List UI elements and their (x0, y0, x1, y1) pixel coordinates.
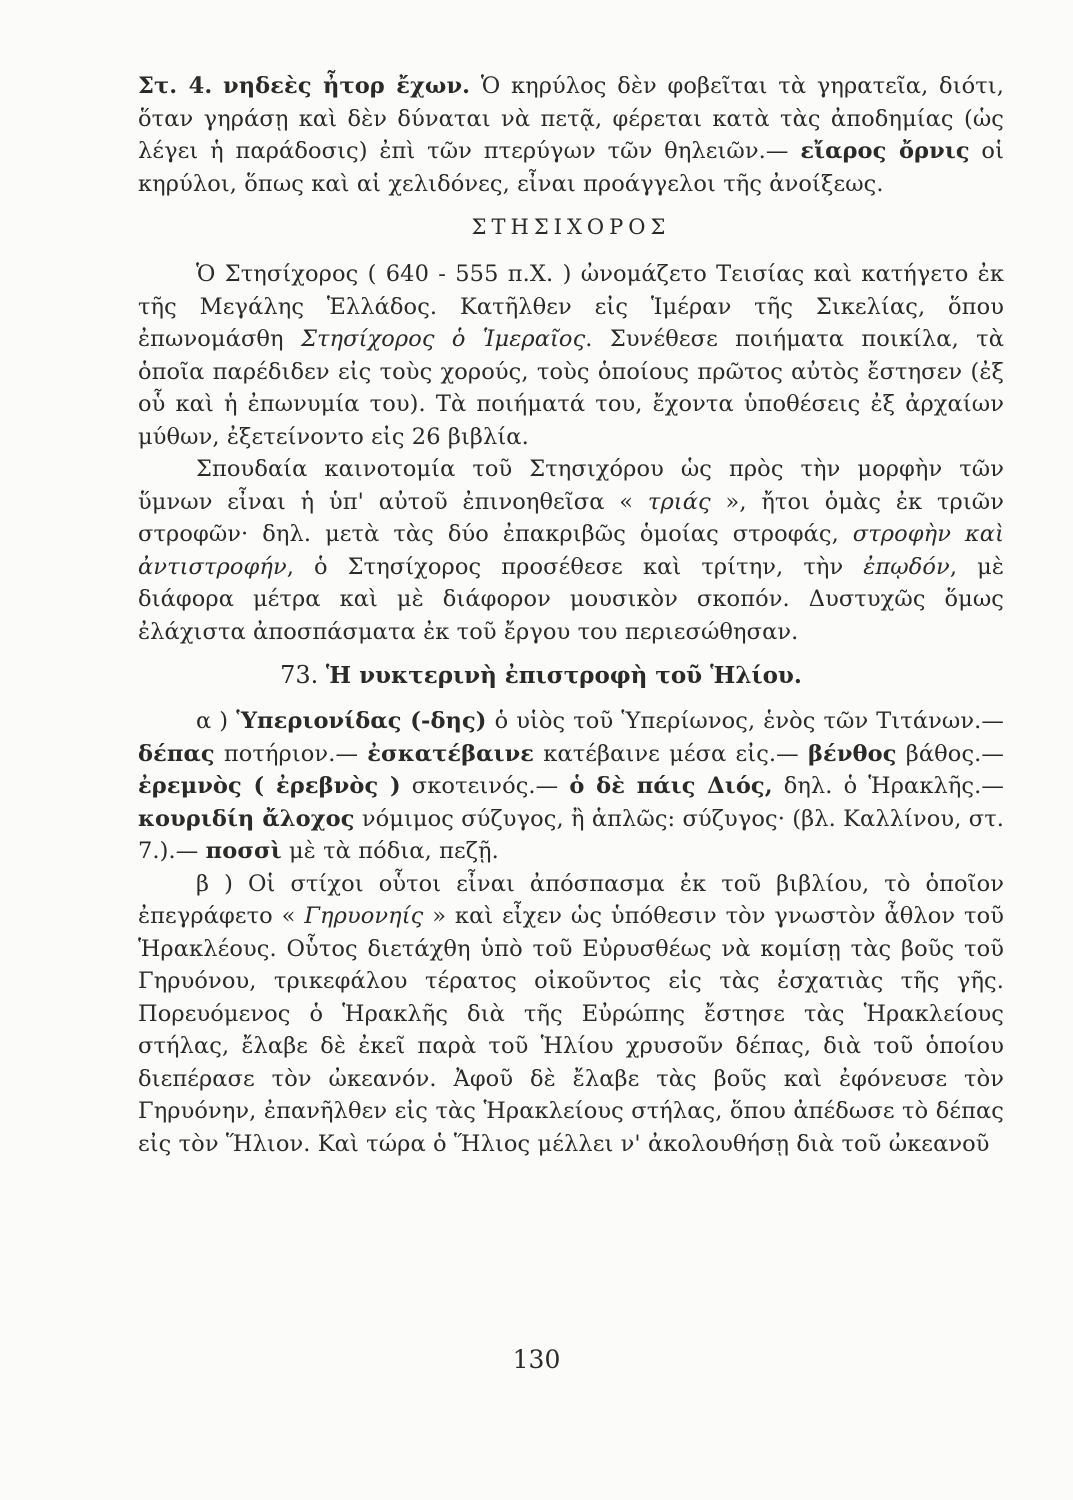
gloss: μὲ τὰ πόδια, πεζῇ. (281, 838, 499, 864)
gloss: ὁ υἱὸς τοῦ Ὑπερίωνος, ἑνὸς τῶν Τιτάνων.— (486, 708, 1004, 734)
lemma: Ὑπεριονίδας (-δης) (236, 708, 487, 734)
stesichorus-paragraph-2 (138, 453, 1004, 648)
note-a (138, 705, 1004, 868)
note-text: Ὁ κηρύλος δὲν φοβεῖται τὰ γηρατεῖα, διότι, ὅταν γηράσῃ καὶ δὲν δύναται νὰ πετᾷ, φέρεται κατὰ τὰς ἀποδημίας (ὡς λέγει ἡ παράδοσις) ἐπὶ τῶν πτερύγων τῶν θηλειῶν.— (138, 73, 1004, 164)
page-number: 130 (512, 1345, 561, 1374)
lemma: δέπας (138, 740, 215, 767)
gloss: βάθος.— (896, 740, 1005, 767)
text: Σπουδαία καινοτομία τοῦ Στησιχόρου ὡς πρὸς τὴν μορφὴν τῶν ὕμνων εἶναι ἡ ὑπ' αὐτοῦ ἐπινοηθεῖσα « (138, 456, 1004, 515)
page-body (138, 70, 1004, 1160)
gloss: δηλ. ὁ Ἡρακλῆς.— (772, 773, 1004, 799)
lemma: ὁ δὲ πάις Διός, (569, 773, 773, 799)
lemma: ποσσὶ (205, 838, 282, 864)
note-label: α ) (196, 708, 229, 734)
text: Ὁ Στησίχορος ( 640 - 555 π.Χ. ) ὠνομάζετο Τεισίας καὶ κατήγετο ἐκ τῆς Μεγάλης Ἑλλάδος. Κατῆλθεν εἰς Ἱμέραν τῆς Σικελίας, ὅπου ἐπωνομάσθη (138, 261, 1004, 352)
lemma: ἐσκατέβαινε (367, 740, 535, 767)
entry-number: 73. (280, 661, 319, 689)
entry-title: Ἡ νυκτερινὴ ἐπιστροφὴ τοῦ Ἡλίου. (325, 662, 802, 689)
text: . Συνέθεσε ποιήματα ποικίλα, τὰ ὁποῖα παρέδιδεν εἰς τοὺς χορούς, τοὺς ὁποίους πρῶτος αὐτὸς ἔστησεν (ἐξ οὗ καὶ ἡ ἐπωνυμία του). Τὰ ποιήματά του, ἔχοντα ὑποθέσεις ἐξ ἀρχαίων μύθων, ἐξετείνοντο εἰς 26 βιβλία. (138, 326, 1005, 450)
verse-ref: Στ. 4. (138, 73, 213, 99)
text: β ) Οἱ στίχοι οὗτοι εἶναι ἀπόσπασμα ἐκ τοῦ βιβλίου, τὸ ὁποῖον ἐπεγράφετο « (138, 870, 1004, 929)
lemma: ἐρεμνὸς ( ἐρεβνὸς ) (138, 773, 401, 799)
lemma: κουριδίη ἄλοχος (138, 805, 355, 832)
section-title: ΣΤΗΣΙΧΟΡΟΣ (471, 215, 671, 239)
text: , ὁ Στησίχορος προσέθεσε καὶ τρίτην, τὴν (286, 553, 864, 580)
gloss: νόμιμος σύζυγος, ἢ ἁπλῶς: σύζυγος· (βλ. Καλλίνου, στ. 7.).— (138, 805, 1004, 864)
gloss: ποτήριον.— (214, 740, 368, 767)
note-verse-4 (138, 70, 1004, 200)
gloss: κατέβαινε μέσα εἰς.— (534, 740, 808, 767)
italic-text: τριάς (647, 488, 711, 515)
italic-text: ἐπῳδόν (863, 553, 950, 580)
text: » καὶ εἶχεν ὡς ὑπόθεσιν τὸν γνωστὸν ἆθλον τοῦ Ἡρακλέους. Οὗτος διετάχθη ὑπὸ τοῦ Εὐρυσθέως νὰ κομίσῃ τὰς βοῦς τοῦ Γηρυόνου, τρικεφάλου τέρατος οἰκοῦντος εἰς τὰς ἐσχατιὰς τῆς γῆς. Πορευόμενος ὁ Ἡρακλῆς διὰ τῆς Εὐρώπης ἔστησε τὰς Ἡρακλείους στήλας, ἔλαβε δὲ ἐκεῖ παρὰ τοῦ Ἡλίου χρυσοῦν δέπας, διὰ τοῦ ὁποίου διεπέρασε τὸν ὠκεανόν. Ἀφοῦ δὲ ἔλαβε τὰς βοῦς καὶ ἐφόνευσε τὸν Γηρυόνην, ἐπανῆλθεν εἰς τὰς Ἡρακλείους στήλας, ὅπου ἀπέδωσε τὸ δέπας εἰς τὸν Ἥλιον. Καὶ τώρα ὁ Ἥλιος μέλλει ν' ἀκολουθήσῃ διὰ τοῦ ὠκεανοῦ (138, 903, 1004, 1157)
lemma: εἴαρος ὄρνις (800, 138, 970, 164)
italic-text: Στησίχορος ὁ Ἱμεραῖος (300, 326, 586, 352)
stesichorus-paragraph-1 (138, 258, 1004, 453)
text: », ἤτοι ὁμὰς ἐκ τριῶν στροφῶν· δηλ. μετὰ τὰς δύο ἐπακριβῶς ὁμοίας στροφάς, (138, 488, 1004, 547)
entry-heading (138, 658, 1004, 693)
lemma: βένθος (808, 740, 897, 767)
gloss: σκοτεινός.— (400, 773, 570, 799)
text: , μὲ διάφορα μέτρα καὶ μὲ διάφορον μουσικὸν σκοπόν. Δυστυχῶς ὅμως ἐλάχιστα ἀποσπάσματα ἐκ τοῦ ἔργου του περιεσώθησαν. (138, 553, 1005, 645)
italic-text: Γηρυονηίς (304, 903, 424, 929)
note-text: οἱ κηρύλοι, ὅπως καὶ αἱ χελιδόνες, εἶναι προάγγελοι τῆς ἀνοίξεως. (138, 138, 1004, 197)
italic-text: στροφὴν καὶ ἀντιστροφήν (138, 521, 1005, 580)
lemma: νηδεὲς ἦτορ ἔχων. (222, 73, 471, 99)
note-b (138, 868, 1004, 1161)
